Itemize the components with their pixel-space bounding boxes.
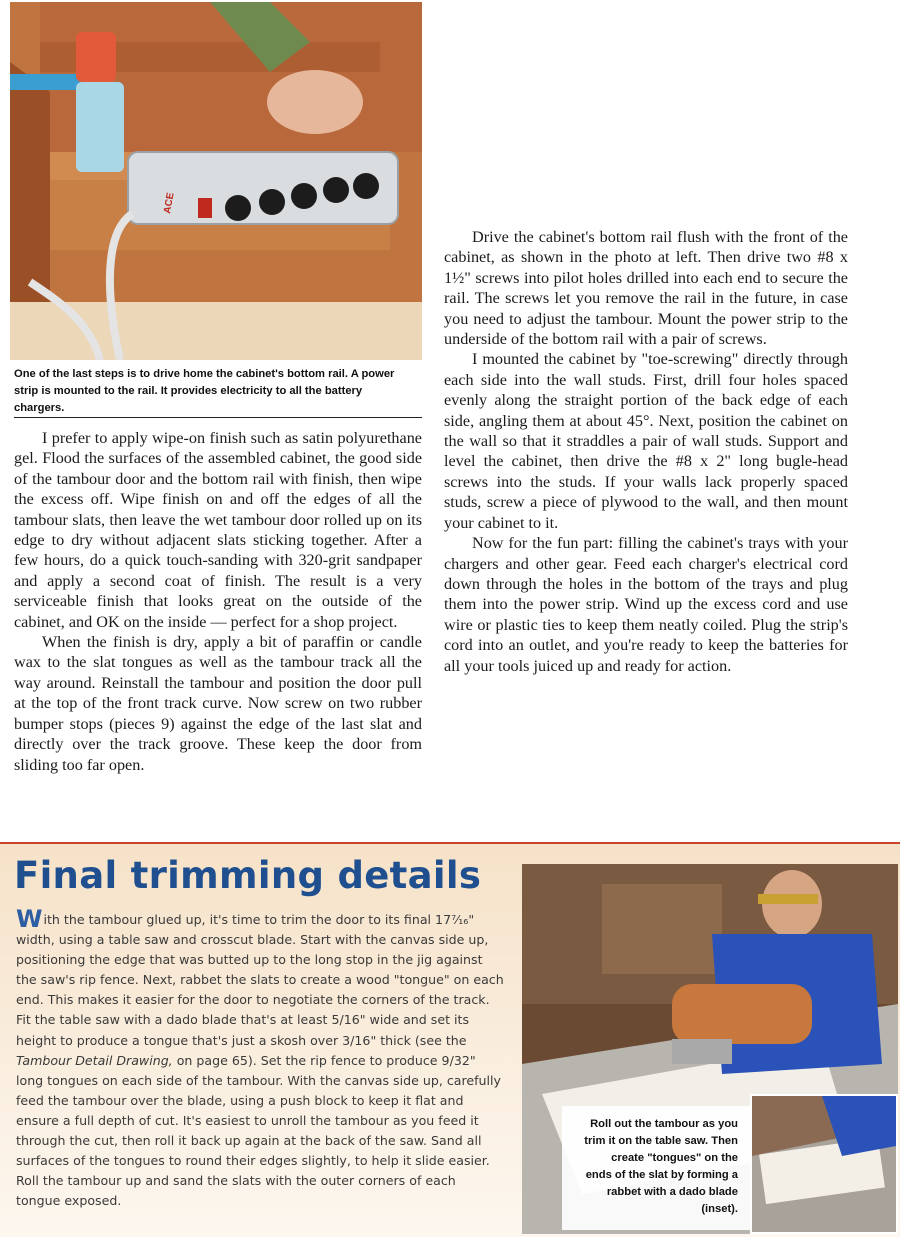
table-saw-caption: Roll out the tambour as you trim it on the table saw. Then create "tongues" on the ends of the slat by forming a rabbet with a dado blade (inset). — [584, 1118, 738, 1215]
sidebar-body-text — [16, 905, 504, 1211]
paragraph-mounting: I mounted the cabinet by "toe-screwing" directly through each side into the wall studs. First, drill four holes spaced evenly along the straight portion of the back edge of each side, angling them at about 45°. Next, position the cabinet on the wall so that it straddles a pair of wall studs. Support and level the cabinet, then drive the #8 x 2" long bugle-head screws into the studs. If your walls lack properly spaced studs, screw a piece of plywood to the wall, and then mount your cabinet to it. — [444, 350, 848, 532]
paragraph-chargers: Now for the fun part: filling the cabinet's trays with your chargers and other gear. Feed each charger's electrical cord down through the holes in the bottom of the trays and plug them into the power strip. Wind up the excess cord and use wire or plastic ties to keep them neatly coiled. Plug the strip's cord into an outlet, and you're ready to keep the batteries for all your tools juiced up and ready for action. — [444, 534, 848, 675]
fraction-text: ⁷⁄₁₆" — [451, 912, 475, 927]
top-photo — [10, 2, 422, 360]
drop-cap: W — [16, 905, 43, 933]
sidebar-text-part: on page 65). Set the rip fence to produce 9/32" long tongues on each side of the tambour. With the canvas side up, carefully feed the tambour over the blade, using a push block to keep it flat and ensure a full depth of cut. It's easiest to unroll the tambour as you feed it through the cut, then roll it back up again at the back of the saw. Sand all surfaces of the tongues to round their edges slightly, to help it slide easier. Roll the tambour up and sand the slats with the outer corners of each tongue exposed. — [16, 1052, 501, 1209]
cabinet-photo-illustration — [10, 2, 422, 360]
top-photo-caption: One of the last steps is to drive home the cabinet's bottom rail. A power strip is mounted to the rail. It provides electricity to all the battery chargers. — [14, 368, 395, 414]
sidebar-title: Final trimming details — [14, 854, 482, 897]
paragraph-bottom-rail: Drive the cabinet's bottom rail flush with the front of the cabinet, as shown in the photo at left. Then drive two #8 x 1½" screws into pilot holes drilled into each end to secure the rail. The screws let you remove the rail in the future, in case you need to adjust the tambour. Mount the power strip to the underside of the bottom rail with a pair of screws. — [444, 228, 848, 349]
caption-divider — [14, 417, 422, 418]
right-column — [444, 227, 848, 676]
inset-photo-dado — [750, 1094, 898, 1234]
strip-brand-label: ACE — [162, 191, 177, 215]
drawing-reference: Tambour Detail Drawing, — [16, 1052, 173, 1068]
left-column — [14, 428, 422, 775]
inset-illustration — [752, 1096, 896, 1232]
paragraph-wax: When the finish is dry, apply a bit of paraffin or candle wax to the slat tongues as well as the tambour track all the way around. Reinstall the tambour and position the door pull at the top of the front track curve. Now screw on two rubber bumper stops (pieces 9) against the edge of the last slat and directly over the track groove. These keep the door from sliding too far open. — [14, 633, 422, 774]
sidebar-text-part: width, using a table saw and crosscut blade. Start with the canvas side up, positioning the edge that was butted up to the long stop in the jig against the saw's rip fence. Next, rabbet the slats to create a wood "tongue" on each end. This makes it easier for the door to negotiate the corners of the track. Fit the table saw with a dado blade that's at least 5/16" wide and set its height to produce a tongue that's just a skosh over 3/16" thick (see the — [16, 932, 504, 1048]
paragraph-finish: I prefer to apply wipe-on finish such as satin polyurethane gel. Flood the surfaces of the assembled cabinet, the good side of the tambour door and the bottom rail with finish, then wipe the excess off. Wipe finish on and off the edges of all the tambour slats, then leave the wet tambour door rolled up on its edge to dry without adjacent slats sticking together. After a few hours, do a quick touch-sanding with 320-grit sandpaper and apply a second coat of finish. The result is a very serviceable finish that looks great on the outside of the cabinet, and OK on the inside — perfect for a shop project. — [14, 429, 422, 631]
final-trimming-sidebar — [0, 842, 900, 1237]
sidebar-text-part: ith the tambour glued up, it's time to trim the door to its final 17 — [43, 912, 452, 927]
